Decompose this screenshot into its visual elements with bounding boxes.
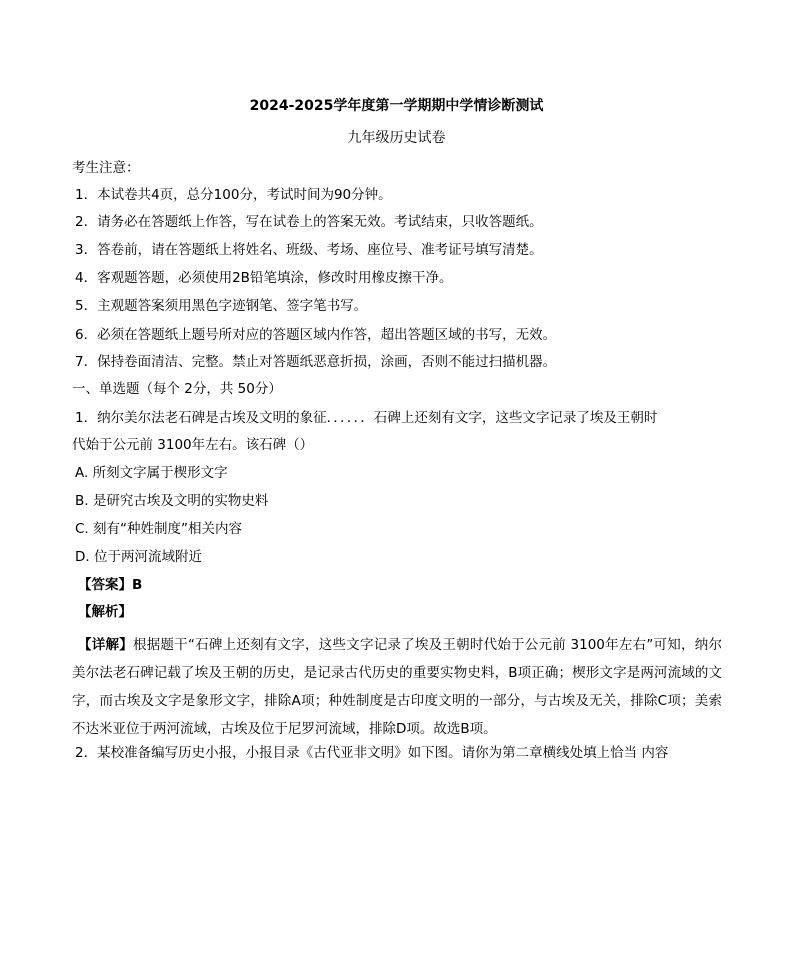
- q1-stem-line2: 代始于公元前 3100年左右。该石碑（）: [72, 437, 314, 453]
- section-heading: 一、单选题（每个 2分，共 50分）: [72, 381, 282, 397]
- notice-item-6: 6．必须在答题纸上题号所对应的答题区域内作答，超出答题区域的书写，无效。: [75, 327, 557, 343]
- q1-option-d: D. 位于两河流域附近: [75, 549, 202, 565]
- detail-text: 根据题干“石碑上还刻有文字，这些文字记录了埃及王朝时代始于公元前 3100年左右”可知，纳尔美尔法老石碑记载了埃及王朝的历史，是记录古代历史的重要实物史料，B项正确；楔形文字是两河流域的文字，而古埃及文字是象形文字，排除A项；种姓制度是古印度文明的一部分，与古埃及无关，排除C项；美索不达米亚位于两河流域，古埃及位于尼罗河流域，排除D项。故选B项。: [72, 637, 723, 737]
- q1-option-a: A. 所刻文字属于楔形文字: [75, 465, 228, 481]
- q1-stem-line1: 1．纳尔美尔法老石碑是古埃及文明的象征．．．．．．石碑上还刻有文字，这些文字记录了埃及王朝时: [75, 410, 658, 426]
- notice-item-3: 3．答卷前，请在答题纸上将姓名、班级、考场、座位号、准考证号填写清楚。: [75, 242, 543, 258]
- answer-value: B: [132, 577, 143, 593]
- analysis-label: 【解析】: [78, 604, 132, 620]
- q1-analysis-label: [78, 603, 738, 621]
- notice-item-1: 1．本试卷共4页，总分100分，考试时间为90分钟。: [75, 187, 392, 203]
- exam-subtitle: 九年级历史试卷: [347, 130, 446, 146]
- q1-option-b: B. 是研究古埃及文明的实物史料: [75, 493, 269, 509]
- q1-answer: [78, 576, 738, 594]
- exam-title: 2024-2025学年度第一学期期中学情诊断测试: [249, 98, 544, 114]
- notice-item-5: 5．主观题答案须用黑色字迹钢笔、签字笔书写。: [75, 298, 368, 314]
- notice-item-7: 7．保持卷面清洁、完整。禁止对答题纸恶意折损，涂画，否则不能过扫描机器。: [75, 354, 557, 370]
- q1-detail-paragraph: [72, 631, 722, 743]
- q1-option-c: C. 刻有“种姓制度”相关内容: [75, 521, 242, 537]
- notice-item-2: 2．请务必在答题纸上作答，写在试卷上的答案无效。考试结束，只收答题纸。: [75, 214, 543, 230]
- notice-item-4: 4．客观题答题，必须使用2B铅笔填涂，修改时用橡皮擦干净。: [75, 270, 453, 286]
- q2-stem: 2．某校准备编写历史小报，小报目录《古代亚非文明》如下图。请你为第二章横线处填上恰当 内容: [75, 745, 669, 761]
- notice-heading: 考生注意：: [72, 160, 140, 176]
- detail-label: 【详解】: [78, 637, 133, 653]
- answer-label: 【答案】: [78, 577, 132, 593]
